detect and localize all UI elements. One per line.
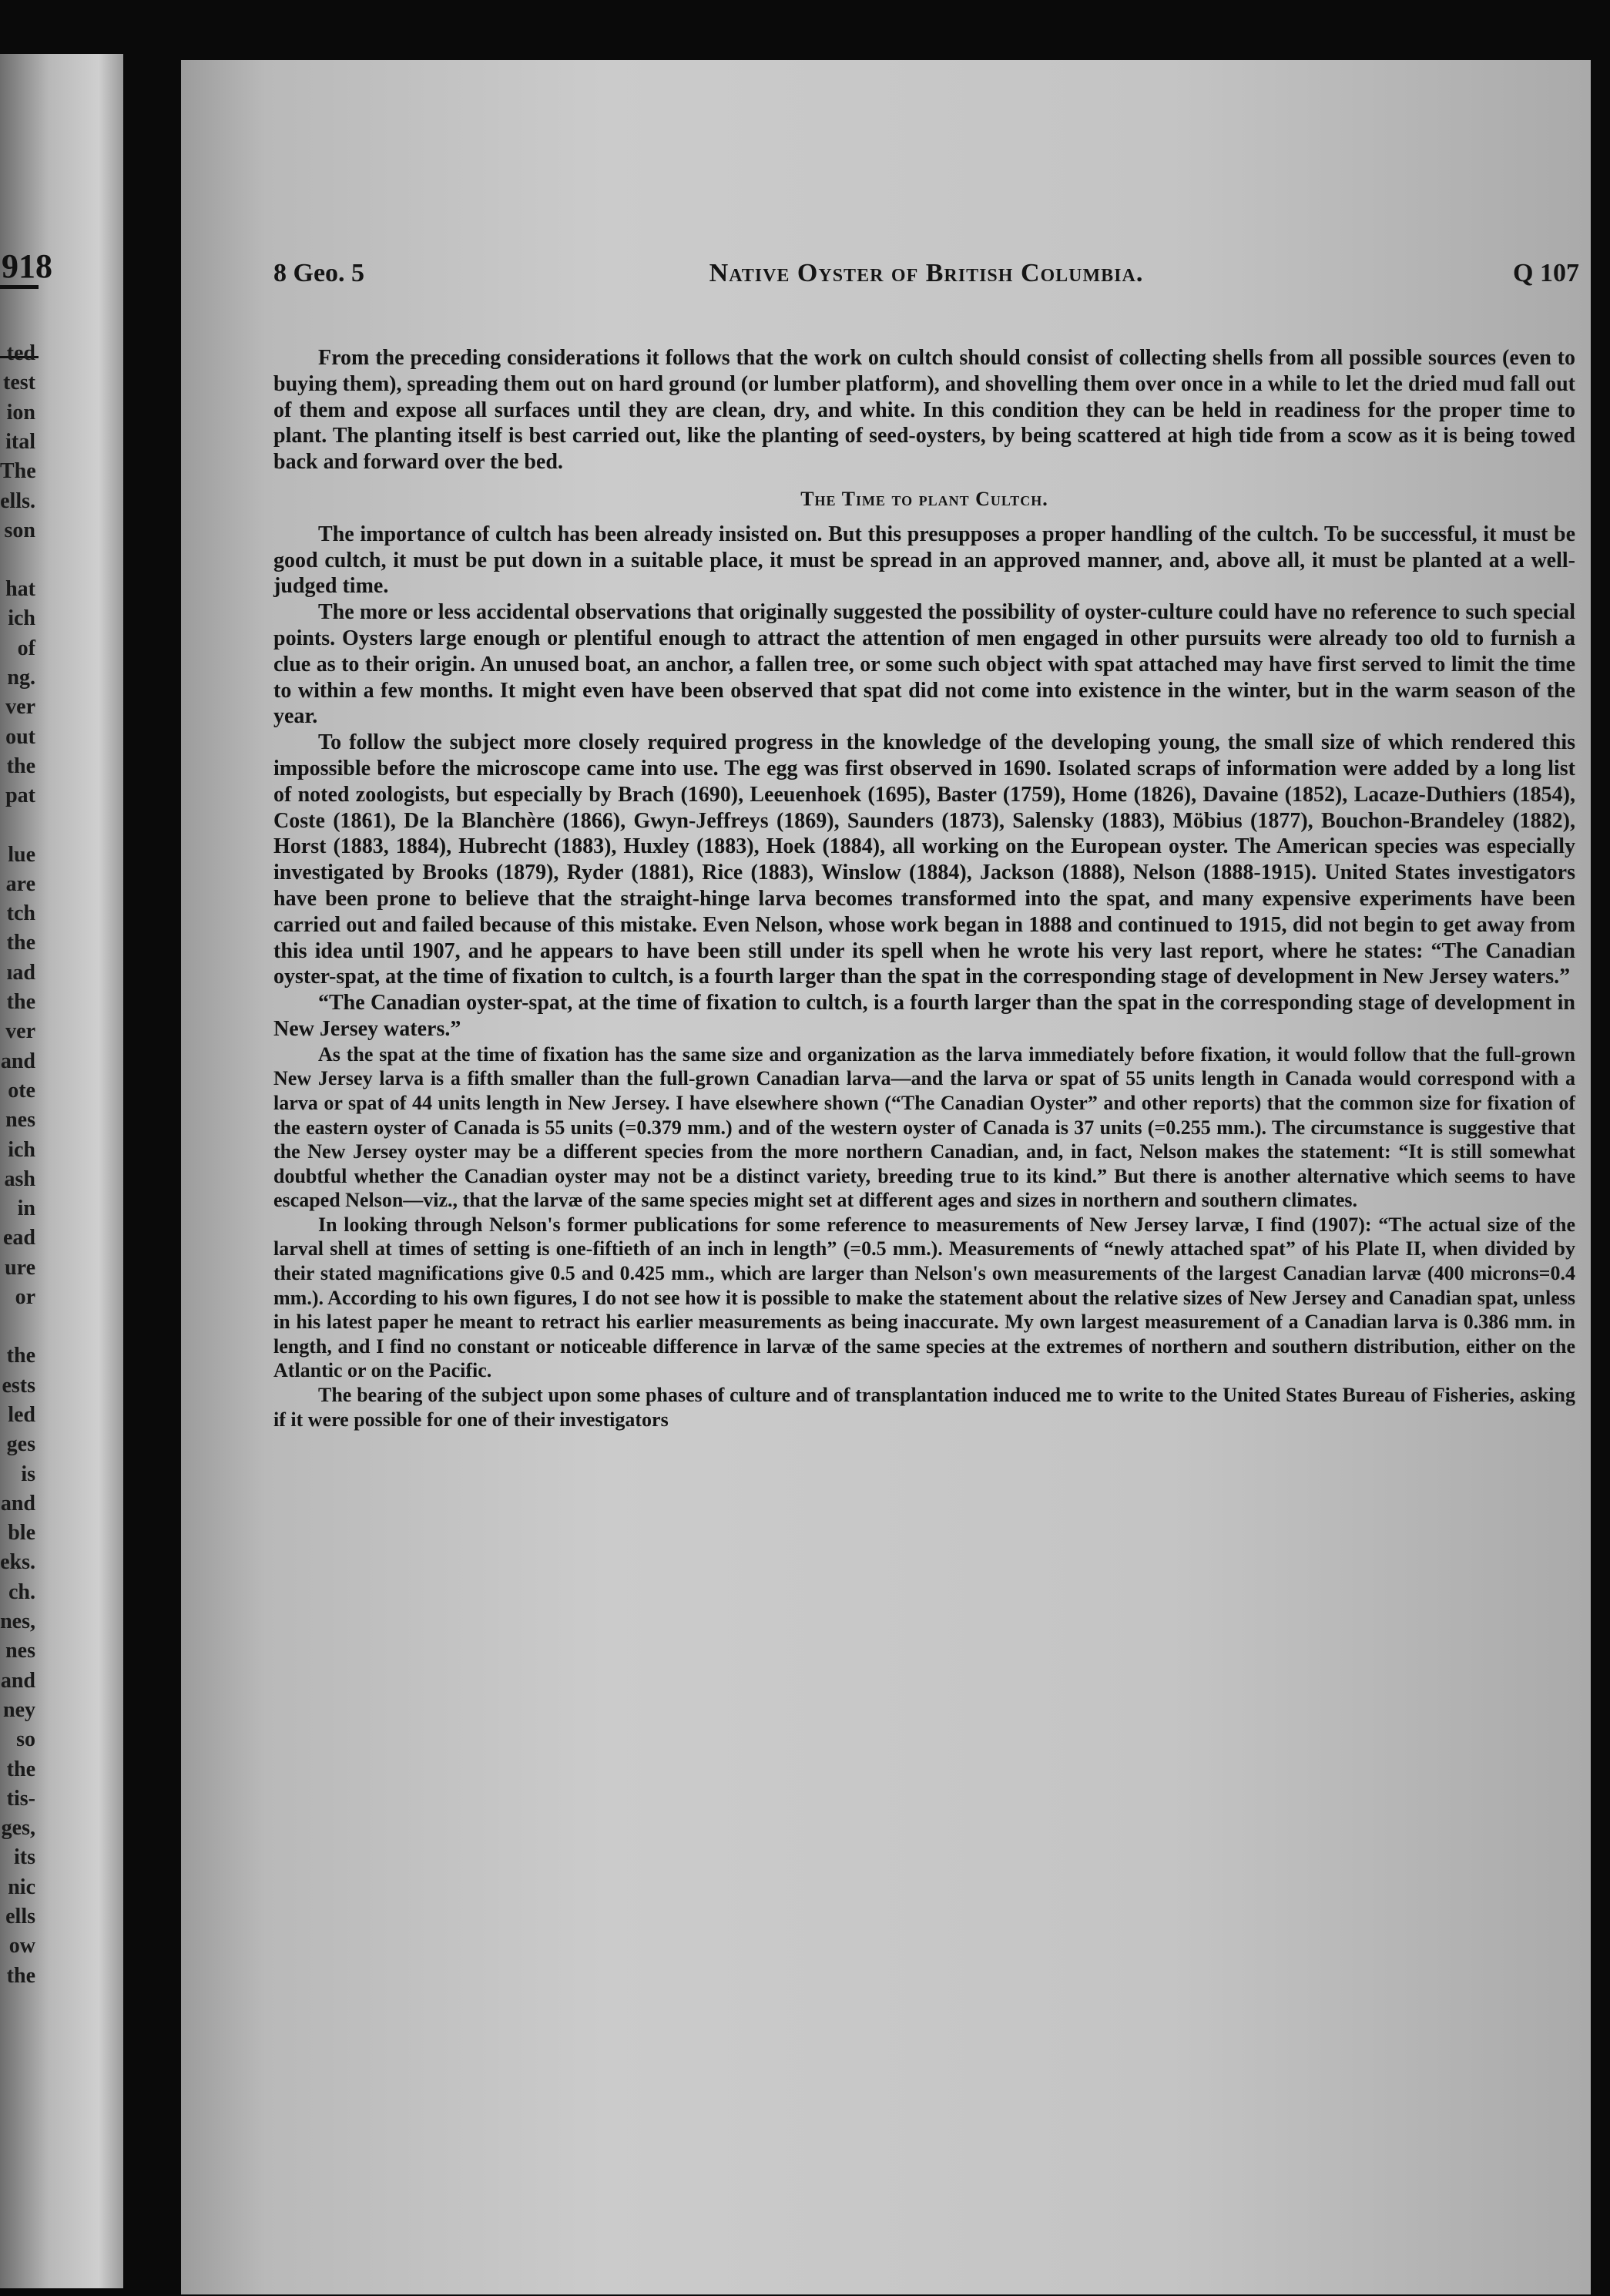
adjacent-line-fragment: ead xyxy=(3,1226,35,1250)
adjacent-line-fragment: ital xyxy=(5,429,35,454)
adjacent-line-fragment: the xyxy=(6,931,35,955)
adjacent-line-fragment: ble xyxy=(8,1521,35,1546)
adjacent-header-rule xyxy=(0,285,39,289)
adjacent-line-fragment: of xyxy=(17,636,35,660)
adjacent-line-fragment: ich xyxy=(8,606,35,631)
adjacent-line-fragment: the xyxy=(6,990,35,1014)
adjacent-line-fragment: nes, xyxy=(0,1610,35,1633)
adjacent-line-fragment: hat xyxy=(5,577,35,602)
adjacent-line-fragment: nic xyxy=(8,1875,35,1899)
adjacent-line-fragment: ells xyxy=(5,1905,35,1928)
adjacent-line-fragment: ch. xyxy=(8,1579,35,1604)
paragraph: To follow the subject more closely required progress in the knowledge of the developing young, the small size of which rendered this impossible before the microscope came into use. The egg was first observed in 1690. Isolated scraps of information were added by a long list of noted zoologists, but especially by Brach (1690), Leeuenhoek (1695), Baster (1759), Home (1826), Davaine (1852), Lacaze-Duthiers (1854), Coste (1861), De la Blanchère (1866), Gwyn-Jeffreys (1869), Saunders (1873), Salensky (1883), Möbius (1877), Bouchon-Brandeley (1882), Horst (1883, 1884), Hubrecht (1883), Huxley (1883), Hoek (1884), all working on the European oyster. The American species was especially investigated by Brooks (1879), Ryder (1881), Rice (1883), Winslow (1884), Jackson (1888), Nelson (1888-1915). United States investigators have been prone to believe that the straight-hinge larva becomes transformed into the spat, and many expensive experiments have been carried out and failed because of this mistake. Even Nelson, whose work began in 1888 and continued to 1915, did not begin to get away from this idea until 1907, and he appears to have been still under its spell when he wrote his very last report, where he states: “The Canadian oyster-spat, at the time of fixation to cultch, is a fourth larger than the spat in the corresponding stage of development in New Jersey waters.” xyxy=(273,730,1575,989)
adjacent-line-fragment: the xyxy=(6,1757,35,1781)
paragraph: From the preceding considerations it follows that the work on cultch should consist of collecting shells from all possible sources (even to buying them), spreading them out on hard ground (or lumber platform), and shovelling them over once in a while to let the dried mud fall out of them and expose all surfaces until they are clean, dry, and white. In this condition they can be held in readiness for the proper time to plant. The planting itself is best carried out, like the planting of seed-oysters, by being scattered at high tide from a scow as it is being towed back and forward over the bed. xyxy=(273,346,1575,475)
adjacent-line-fragment: ver xyxy=(5,695,35,720)
adjacent-line-fragment: ich xyxy=(8,1137,35,1162)
adjacent-line-fragment: are xyxy=(5,871,35,896)
adjacent-line-fragment: ges, xyxy=(1,1816,35,1841)
adjacent-line-fragment: lue xyxy=(8,842,35,867)
adjacent-line-fragment: ıad xyxy=(6,960,35,985)
adjacent-line-fragment: ote xyxy=(8,1078,35,1103)
document-page xyxy=(181,60,1591,2294)
adjacent-line-fragment: and xyxy=(0,1668,35,1693)
adjacent-line-fragment: or xyxy=(15,1285,35,1309)
adjacent-line-fragment: tch xyxy=(6,901,35,926)
adjacent-line-fragment: ash xyxy=(4,1166,35,1191)
section-heading: The Time to plant Cultch. xyxy=(800,487,1048,510)
session-label: 8 Geo. 5 xyxy=(273,259,365,287)
adjacent-page-number: 918 xyxy=(2,247,52,285)
adjacent-line-fragment: the xyxy=(6,1344,35,1368)
adjacent-line-fragment: son xyxy=(4,518,35,542)
adjacent-line-fragment: nes xyxy=(5,1639,35,1663)
paragraph: The more or less accidental observations that originally suggested the possibility of oyster-culture could have no reference to such special points. Oysters large enough or plentiful enough to attract the attention of men engaged in other pursuits were already too old to furnish a clue as to their origin. An unused boat, an anchor, a fallen tree, or some such object with spat attached may have first served to limit the time to within a few months. It might even have been observed that spat did not come into existence in the winter, but in the warm season of the year. xyxy=(273,600,1575,729)
adjacent-page-edge xyxy=(0,54,123,2288)
adjacent-line-fragment: and xyxy=(0,1049,35,1073)
adjacent-line-fragment: out xyxy=(5,724,35,749)
body-text xyxy=(273,345,1575,1432)
adjacent-line-fragment: ells. xyxy=(0,488,35,513)
adjacent-line-fragment: ow xyxy=(8,1934,35,1959)
adjacent-line-fragment: its xyxy=(14,1845,35,1870)
adjacent-line-fragment: led xyxy=(8,1402,35,1427)
adjacent-line-fragment: is xyxy=(21,1462,35,1486)
block-quote: “The Canadian oyster-spat, at the time of fixation to cultch, is a fourth larger than the spat in the corresponding stage of development in New Jersey waters.” xyxy=(273,991,1575,1041)
adjacent-line-fragment: so xyxy=(16,1727,35,1752)
running-header xyxy=(273,259,1579,297)
adjacent-line-fragment: ure xyxy=(5,1255,35,1280)
adjacent-line-fragment: in xyxy=(17,1197,35,1221)
page-number: Q 107 xyxy=(1513,259,1579,287)
adjacent-line-fragment: tis- xyxy=(6,1786,35,1811)
adjacent-line-fragment: ng. xyxy=(7,666,35,690)
adjacent-line-fragment: the xyxy=(6,1963,35,1988)
adjacent-line-fragment: and xyxy=(0,1491,35,1516)
adjacent-line-fragment: The xyxy=(0,459,36,484)
paragraph: As the spat at the time of fixation has the same size and organization as the larva immediately before fixation, it would follow that the full-grown New Jersey larva is a fifth smaller than the full-grown Canadian larva—and the larva or spat of 55 units length in Canada would correspond with a larva or spat of 44 units length in New Jersey. I have elsewhere shown (“The Canadian Oyster” and other reports) that the common size for fixation of the eastern oyster of Canada is 55 units (=0.379 mm.) and of the western oyster of Canada is 37 units (=0.255 mm.). The circumstance is suggestive that the New Jersey oyster may be a different species from the more northern Canadian, and, in fact, Nelson makes the statement: “It is still somewhat doubtful whether the Canadian oyster may not be a distinct variety, breeding true to its kind.” But there is another alternative which seems to have escaped Nelson—viz., that the larvæ of the same species might set at different ages and sizes in northern and southern climates. xyxy=(273,1042,1575,1212)
adjacent-line-fragment: nes xyxy=(5,1108,35,1133)
adjacent-line-fragment: eks. xyxy=(0,1550,35,1575)
paragraph: The importance of cultch has been already insisted on. But this presupposes a proper handling of the cultch. To be successful, it must be good cultch, it must be put down in a suitable place, it must be spread in an approved manner, and, above all, it must be planted at a well-judged time. xyxy=(273,522,1575,599)
adjacent-line-fragment: test xyxy=(3,371,35,395)
adjacent-line-fragment: ges xyxy=(6,1432,35,1457)
adjacent-line-fragment: ney xyxy=(3,1697,35,1722)
adjacent-line-fragment: ted xyxy=(6,341,35,365)
adjacent-line-fragment: the xyxy=(6,754,35,778)
running-title: Native Oyster of British Columbia. xyxy=(709,259,1144,287)
adjacent-line-fragment: ests xyxy=(2,1373,35,1398)
adjacent-line-fragment: ion xyxy=(6,400,35,425)
paragraph: The bearing of the subject upon some phases of culture and of transplantation induced me to write to the United States Bureau of Fisheries, asking if it were possible for one of their investigators xyxy=(273,1384,1575,1431)
adjacent-line-fragment: ver xyxy=(5,1019,35,1044)
adjacent-line-fragment: pat xyxy=(5,784,35,808)
paragraph: In looking through Nelson's former publications for some reference to measurements of New Jersey larvæ, I find (1907): “The actual size of the larval shell at times of setting is one-fiftieth of an inch in length” (=0.5 mm.). Measurements of “newly attached spat” of his Plate II, when divided by their stated magnifications give 0.5 and 0.425 mm., which are larger than Nelson's own measurements of the largest Canadian larvæ (400 microns=0.4 mm.). According to his own figures, I do not see how it is possible to make the statement about the relative sizes of New Jersey and Canadian spat, unless in his latest paper he meant to retract his earlier measurements as being inaccurate. My own largest measurement of a Canadian larva is 0.386 mm. in length, and I find no constant or noticeable difference in larvæ of the same species at the extremes of northern and southern distribution, either on the Atlantic or on the Pacific. xyxy=(273,1213,1575,1382)
